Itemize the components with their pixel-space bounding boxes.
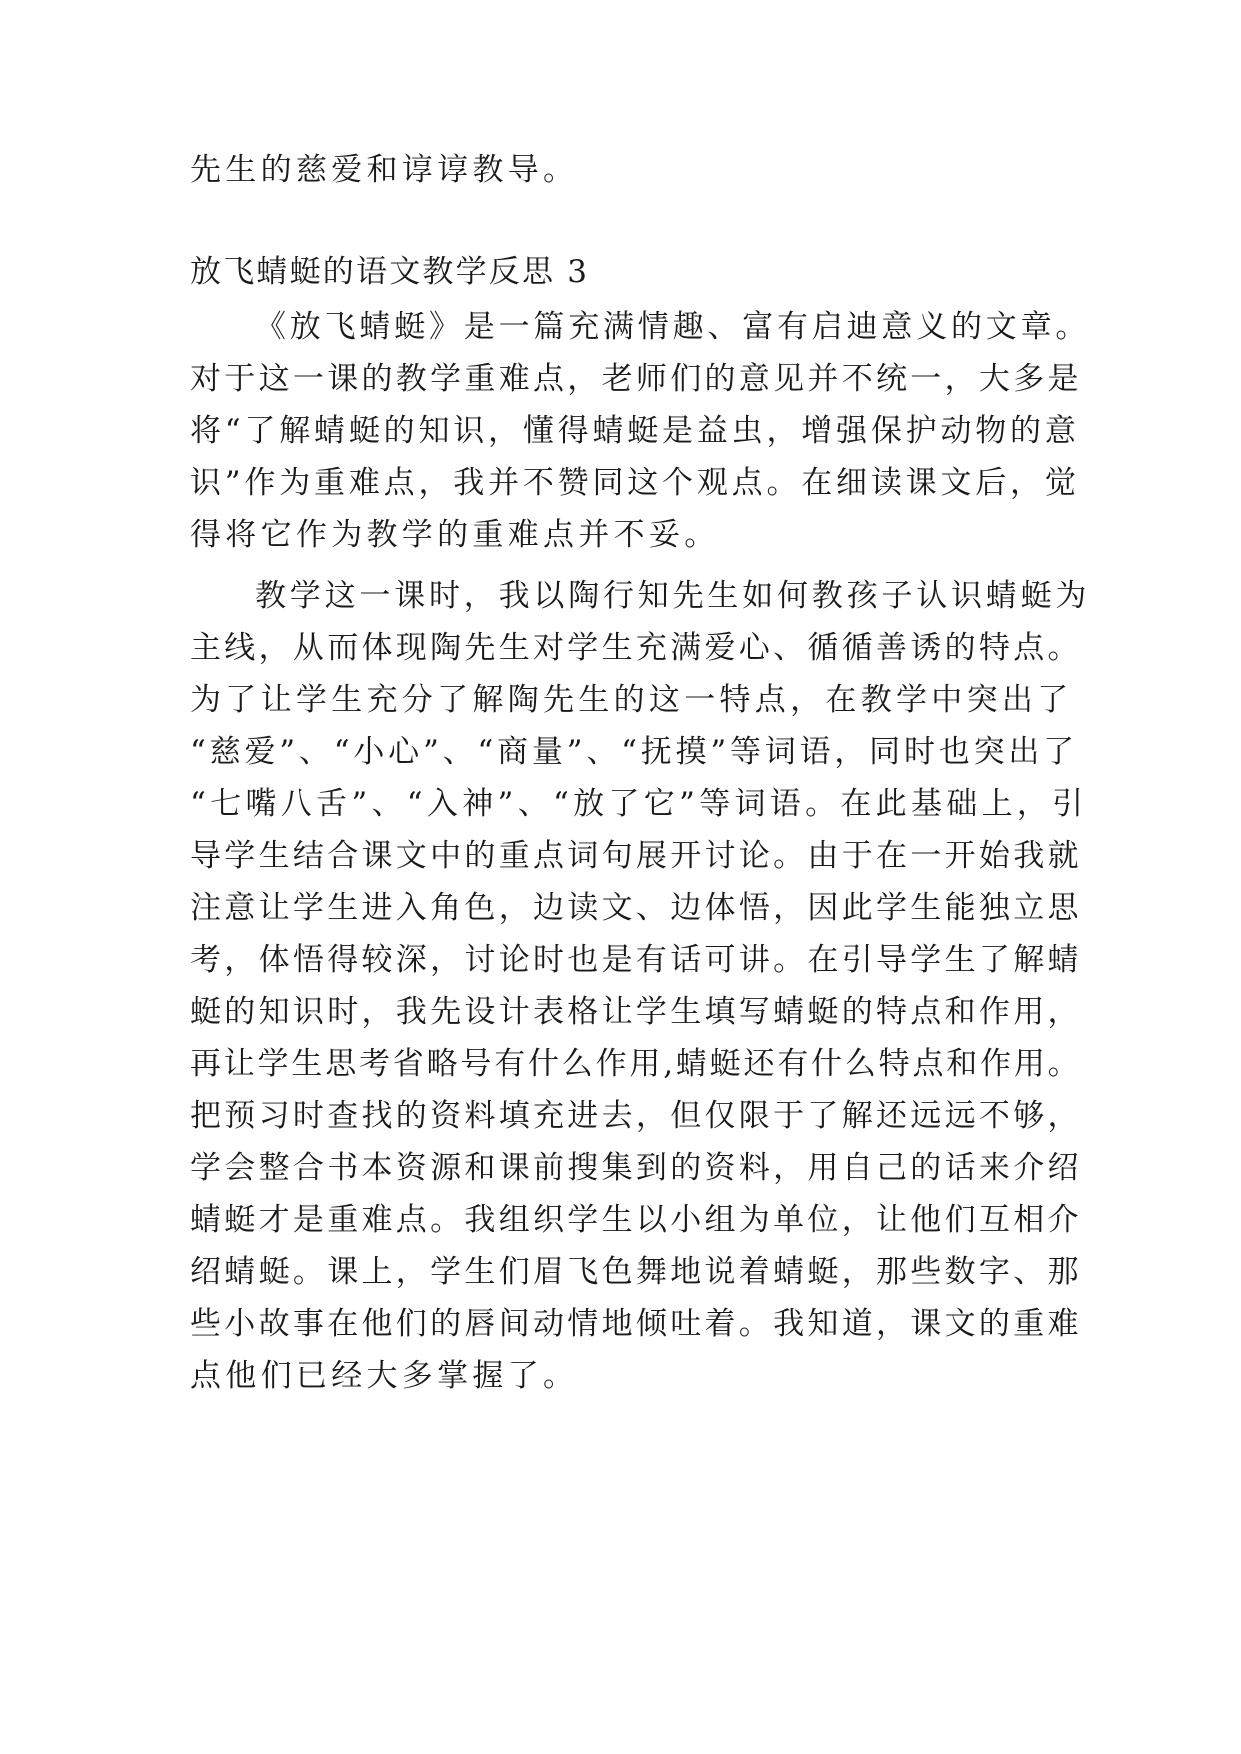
section-title: 放飞蜻蜓的语文教学反思 3 xyxy=(190,254,590,290)
paragraph-line: 为了让学生充分了解陶先生的这一特点，在教学中突出了 xyxy=(190,682,1073,718)
paragraph-line: 考，体悟得较深，讨论时也是有话可讲。在引导学生了解蜻 xyxy=(190,942,1082,978)
paragraph-line: 蜓的知识时，我先设计表格让学生填写蜻蜓的特点和作用， xyxy=(190,994,1082,1030)
paragraph-line: 得将它作为教学的重难点并不妥。 xyxy=(190,517,720,553)
paragraph-line: 对于这一课的教学重难点，老师们的意见并不统一，大多是 xyxy=(190,361,1082,397)
paragraph-line: 主线，从而体现陶先生对学生充满爱心、循循善诱的特点。 xyxy=(190,630,1082,666)
paragraph-line: 教学这一课时，我以陶行知先生如何教孩子认识蜻蜓为 xyxy=(255,578,1091,614)
paragraph-line: 学会整合书本资源和课前搜集到的资料，用自己的话来介绍 xyxy=(190,1150,1082,1186)
continuation-line: 先生的慈爱和谆谆教导。 xyxy=(190,152,579,188)
paragraph-line: “七嘴八舌”、“入神”、“放了它”等词语。在此基础上，引 xyxy=(190,786,1088,822)
paragraph-line: 蜻蜓才是重难点。我组织学生以小组为单位，让他们互相介 xyxy=(190,1202,1082,1238)
paragraph-line: 再让学生思考省略号有什么作用,蜻蜓还有什么特点和作用。 xyxy=(190,1046,1082,1082)
paragraph-line: 《放飞蜻蜓》是一篇充满情趣、富有启迪意义的文章。 xyxy=(255,309,1091,345)
paragraph-line: 注意让学生进入角色，边读文、边体悟，因此学生能独立思 xyxy=(190,890,1082,926)
paragraph-line: “慈爱”、“小心”、“商量”、“抚摸”等词语，同时也突出了 xyxy=(190,734,1078,770)
paragraph-line: 导学生结合课文中的重点词句展开讨论。由于在一开始我就 xyxy=(190,838,1082,874)
paragraph-line: 些小故事在他们的唇间动情地倾吐着。我知道，课文的重难 xyxy=(190,1306,1082,1342)
paragraph-line: 将“了解蜻蜓的知识，懂得蜻蜓是益虫，增强保护动物的意 xyxy=(190,413,1080,449)
paragraph-line: 把预习时查找的资料填充进去，但仅限于了解还远远不够， xyxy=(190,1098,1082,1134)
paragraph-line: 点他们已经大多掌握了。 xyxy=(190,1358,579,1394)
paragraph-line: 绍蜻蜓。课上，学生们眉飞色舞地说着蜻蜓，那些数字、那 xyxy=(190,1254,1082,1290)
paragraph-line: 识”作为重难点，我并不赞同这个观点。在细读课文后，觉 xyxy=(190,465,1080,501)
